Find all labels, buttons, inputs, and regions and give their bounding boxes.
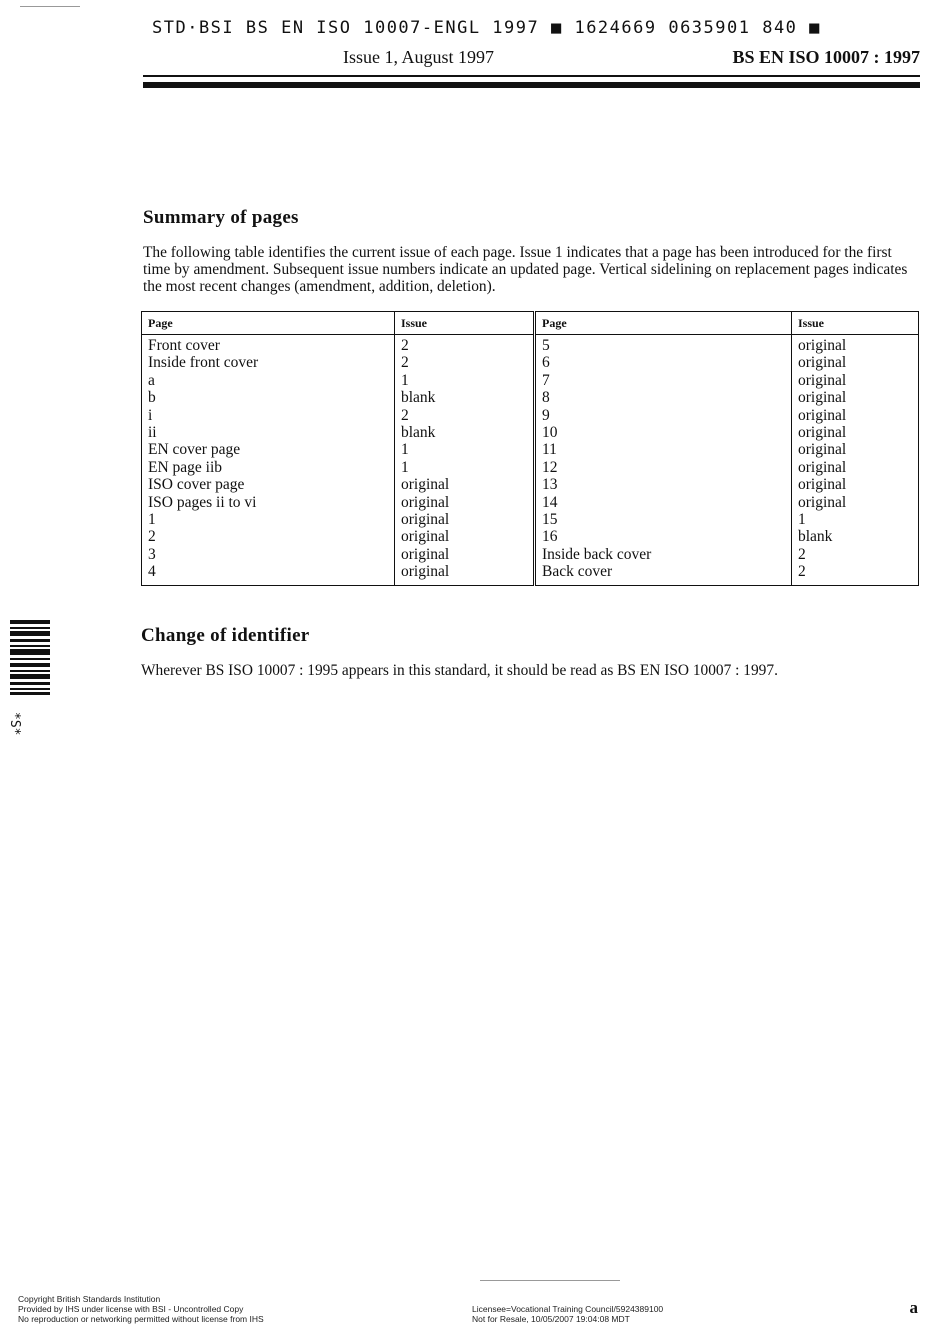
col-header-issue-right: Issue (792, 312, 919, 335)
footer-line: Copyright British Standards Institution (18, 1294, 161, 1304)
page-entry: Inside back cover (542, 545, 652, 563)
summary-heading: Summary of pages (143, 207, 299, 228)
std-code-line: STD·BSI BS EN ISO 10007-ENGL 1997 ■ 1624669 0635901 840 ■ (152, 18, 821, 38)
page-entry: 9 (542, 406, 550, 424)
change-text: Wherever BS ISO 10007 : 1995 appears in this standard, it should be read as BS EN ISO 10007 : 1997. (141, 662, 778, 679)
page-entry: ISO cover page (148, 476, 245, 494)
footer-line: Licensee=Vocational Training Council/5924389100 (472, 1304, 664, 1314)
issue-entry: original (798, 406, 847, 424)
issue-entry: original (798, 371, 847, 389)
page-entry: b (148, 389, 156, 407)
issue-entry: original (401, 563, 450, 581)
page-entry: Inside front cover (148, 354, 259, 372)
issue-entry: 2 (798, 563, 806, 581)
issue-entry: original (401, 545, 450, 563)
scan-speck (480, 1280, 620, 1281)
header-rule-thick (143, 82, 920, 88)
page-entry: 11 (542, 441, 557, 459)
issue-entry: 1 (401, 371, 409, 389)
issue-entry: 2 (401, 337, 409, 354)
page-entry: 6 (542, 354, 550, 372)
page-entry: 15 (542, 511, 558, 529)
page-entry: EN cover page (148, 441, 241, 459)
scan-speck (20, 6, 80, 7)
issue-entry: 2 (401, 406, 409, 424)
page-entry: 12 (542, 458, 558, 476)
page-entry: 5 (542, 337, 550, 354)
page-entry: a (148, 371, 155, 389)
issue-entry: original (401, 493, 450, 511)
change-heading: Change of identifier (141, 625, 310, 646)
left-issues-cell (395, 335, 535, 586)
pages-table (141, 311, 919, 586)
page-entry: 13 (542, 476, 558, 494)
issue-entry: 1 (401, 458, 409, 476)
col-header-page-left: Page (142, 312, 395, 335)
footer-line: Not for Resale, 10/05/2007 19:04:08 MDT (472, 1314, 630, 1324)
page-entry: 1 (148, 511, 156, 529)
issue-entry: original (798, 493, 847, 511)
col-header-issue-left: Issue (395, 312, 535, 335)
page-entry: i (148, 406, 153, 424)
issue-entry: original (401, 511, 450, 529)
footer-line: Provided by IHS under license with BSI - Uncontrolled Copy (18, 1304, 244, 1314)
footer-middle (472, 1304, 663, 1324)
issue-entry: original (798, 424, 847, 442)
issue-entry: 2 (798, 545, 806, 563)
page-entry: 8 (542, 389, 550, 407)
page-entry: 14 (542, 493, 558, 511)
right-issues-cell (792, 335, 919, 586)
header-rule-thin (143, 75, 920, 77)
footer-left (18, 1294, 264, 1324)
page-entry: Back cover (542, 563, 613, 581)
table-row (142, 335, 919, 586)
issue-entry: blank (798, 528, 833, 546)
side-barcode (10, 620, 50, 695)
col-header-page-right: Page (535, 312, 792, 335)
footer-line: No reproduction or networking permitted without license from IHS (18, 1314, 264, 1324)
page-entry: Front cover (148, 337, 220, 354)
issue-entry: original (401, 476, 450, 494)
issue-entry: blank (401, 424, 436, 442)
page-entry: ISO pages ii to vi (148, 493, 257, 511)
issue-entry: blank (401, 389, 436, 407)
standard-number: BS EN ISO 10007 : 1997 (732, 47, 920, 67)
issue-label: Issue 1, August 1997 (343, 47, 495, 67)
page-entry: 2 (148, 528, 156, 546)
issue-entry: original (798, 354, 847, 372)
summary-intro: The following table identifies the current issue of each page. Issue 1 indicates that a page has been introduced for the first time by amendment. Subsequent issue numbers indicate an updated page. Vertical sidelining on replacement pages indicates the most recent changes (amendment, addition, deletion). (143, 244, 908, 295)
page-entry: 16 (542, 528, 558, 546)
issue-entry: original (798, 458, 847, 476)
issue-entry: original (798, 476, 847, 494)
issue-entry: original (798, 441, 847, 459)
left-pages-cell (142, 335, 395, 586)
side-code: *S* (7, 712, 22, 736)
page-entry: ii (148, 424, 157, 442)
issue-entry: original (798, 389, 847, 407)
page-entry: EN page iib (148, 458, 223, 476)
issue-entry: original (798, 337, 847, 354)
issue-entry: 1 (401, 441, 409, 459)
issue-entry: original (401, 528, 450, 546)
page-entry: 7 (542, 371, 550, 389)
page-entry: 3 (148, 545, 156, 563)
issue-entry: 1 (798, 511, 806, 529)
right-pages-cell (535, 335, 792, 586)
page-letter: a (909, 1298, 918, 1317)
issue-entry: 2 (401, 354, 409, 372)
page-entry: 4 (148, 563, 156, 581)
table-header-row (142, 312, 919, 335)
page-entry: 10 (542, 424, 558, 442)
